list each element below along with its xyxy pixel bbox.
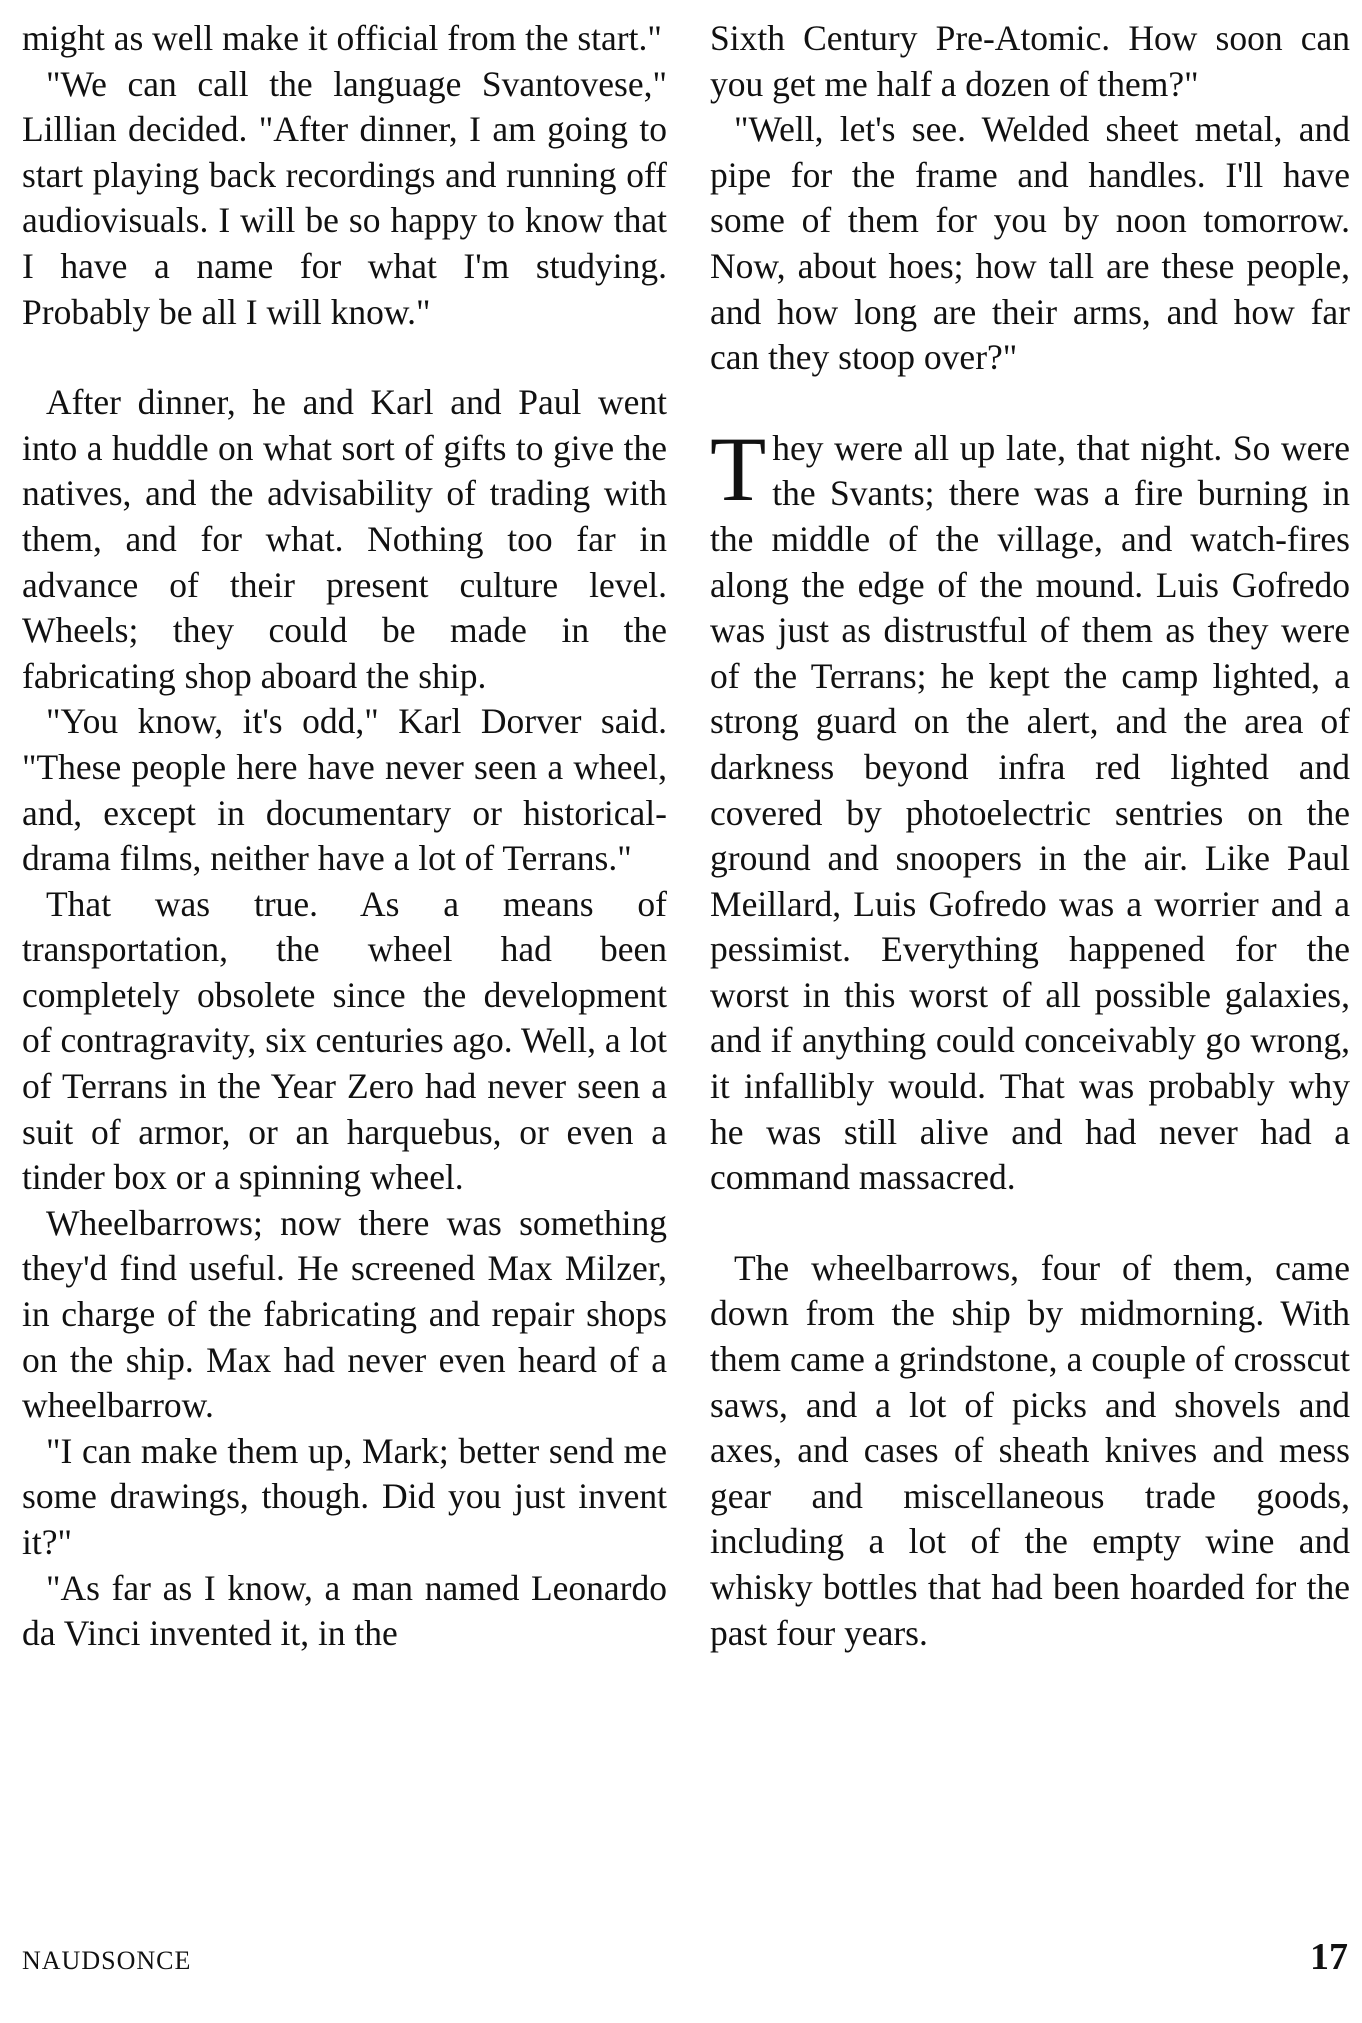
paragraph: "You know, it's odd," Karl Dorver said. "These people here have never seen a wheel, and, except in documentary or historical-drama films, neither have a lot of Terrans." [22, 701, 667, 879]
paragraph: Wheelbarrows; now there was something they'd find useful. He screened Max Milzer, in charge of the fabricating and repair shops on the ship. Max had never even heard of a wheelbarrow. [22, 1202, 667, 1426]
paragraph: That was true. As a means of transportation, the wheel had been completely obsolete since the development of contragravity, six centuries ago. Well, a lot of Terrans in the Year Zero had never seen a suit of armor, or an harquebus, or even a tinder box or a spinning wheel. [22, 883, 667, 1198]
paragraph: "Well, let's see. Welded sheet metal, and pipe for the frame and handles. I'll have some of them for you by noon tomorrow. Now, about hoes; how tall are these people, and how long are their arms, and how far can they stoop over?" [710, 109, 1350, 378]
page-number: 17 [1310, 1936, 1348, 1978]
paragraph: "We can call the language Svantovese," Lillian decided. "After dinner, I am going to start playing back recordings and running off audiovisuals. I will be so happy to know that I have a name for what I'm studying. Probably be all I will know." [22, 63, 667, 332]
paragraph: might as well make it official from the start." [22, 18, 662, 58]
left-text-column [22, 16, 667, 1657]
magazine-name: NAUDSONCE [22, 1946, 192, 1975]
paragraph-text: hey were all up late, that night. So were the Svants; there was a fire burning in the middle of the village, and watch-fires along the edge of the mound. Luis Gofredo was just as distrustful of them as they were of the Terrans; he kept the camp lighted, a strong guard on the alert, and the area of darkness beyond infra red lighted and covered by photoelectric sentries on the ground and snoopers in the air. Like Paul Meillard, Luis Gofredo was a worrier and a pessimist. Everything happened for the worst in this worst of all possible galaxies, and if anything could conceivably go wrong, it infallibly would. That was probably why he was still alive and had never had a command massacred. [710, 427, 1350, 1198]
paragraph: "As far as I know, a man named Leonardo da Vinci invented it, in the [22, 1567, 667, 1654]
right-text-column [710, 16, 1350, 1656]
paragraph: The wheelbarrows, four of them, came down from the ship by midmorning. With them came a grindstone, a couple of crosscut saws, and a lot of picks and shovels and axes, and cases of sheath knives and mess gear and miscellaneous trade goods, including a lot of the empty wine and whisky bottles that had been hoarded for the past four years. [710, 1247, 1350, 1653]
paragraph: After dinner, he and Karl and Paul went into a huddle on what sort of gifts to give the natives, and the advisability of trading with them, and for what. Nothing too far in advance of their present culture level. Wheels; they could be made in the fabricating shop aboard the ship. [22, 382, 667, 696]
paragraph: Sixth Century Pre-Atomic. How soon can you get me half a dozen of them?" [710, 18, 1350, 104]
drop-cap: T [710, 417, 767, 520]
paragraph: "I can make them up, Mark; better send me some drawings, though. Did you just invent it?" [22, 1430, 667, 1562]
section-opening-paragraph [710, 417, 1350, 1201]
